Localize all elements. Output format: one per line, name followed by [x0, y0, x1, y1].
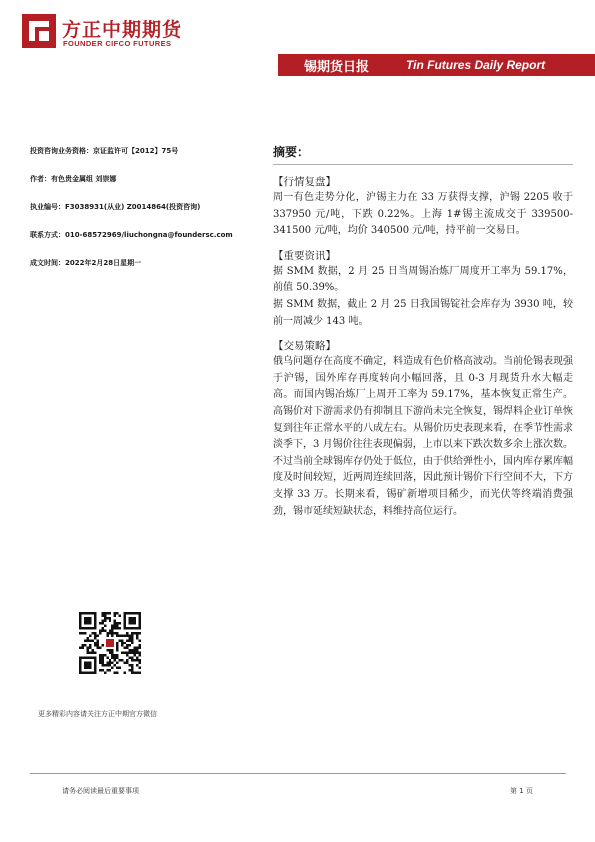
founder-logo-icon	[22, 14, 56, 48]
author-info	[30, 146, 265, 268]
footer-divider	[30, 773, 566, 774]
section-heading-market-review: 【行情复盘】	[273, 176, 336, 188]
qr-code-icon	[79, 612, 141, 674]
brand-name-cn: 方正中期期货	[62, 19, 183, 41]
section-heading-trading-strategy: 【交易策略】	[273, 340, 336, 353]
brand-name-en: FOUNDER CIFCO FUTURES	[63, 39, 172, 48]
summary-section	[273, 143, 573, 520]
summary-title: 摘要：	[273, 145, 310, 159]
report-title-cn: 锡期货日报	[304, 60, 370, 75]
report-header	[0, 0, 595, 80]
summary-divider	[273, 164, 573, 165]
qr-caption: 更多精彩内容请关注方正中期官方微信	[38, 710, 157, 718]
license-info: 投资咨询业务资格：京证监许可【2012】75号	[30, 147, 179, 155]
market-review-paragraph: 周一有色走势分化，沪锡主力在 33 万获得支撑，沪锡 2205 收于 337950 元/吨，下跌 0.22%。上海 1#锡主流成交于 339500-341500 元/吨，均价 340500 元/吨，持平前一交易日。	[273, 192, 573, 237]
certificate-number: 执业编号：F3038931(从业) Z0014864(投资咨询)	[30, 203, 201, 211]
section-heading-key-news: 【重要资讯】	[273, 249, 336, 262]
trading-strategy-paragraph: 俄乌问题存在高度不确定，料造成有色价格高波动。当前伦锡表现强于沪锡，国外库存再度转向小幅回落，且 0-3 月现货升水大幅走高。而国内锡冶炼厂上周开工率为 59.17%，基本恢复正常生产。高锡价对下游需求仍有抑制且下游尚未完全恢复，锡焊料企业订单恢复到往年正常水平的八成左右。从锡价历史表现来看，在季节性需求淡季下，3 月锡价往往表现偏弱，上市以来下跌次数多余上涨次数。不过当前全球锡库存仍处于低位，由于供给弹性小，国内库存累库幅度及时间较短，近两周连续回落，因此预计锡价下行空间不大，下方支撑 33 万。长期来看，锡矿新增项目稀少，而光伏等终端消费强劲，锡市延续短缺状态，料维持高位运行。	[273, 356, 573, 517]
contact-info[interactable]: 联系方式：010-68572969/liuchongna@foundersc.com	[30, 231, 233, 239]
page-number: 第 1 页	[510, 787, 533, 795]
publish-date: 成文时间：2022年2月28日星期一	[30, 259, 142, 267]
footer-notice: 请务必阅读最后重要事项	[62, 787, 139, 795]
key-news-paragraph-2: 据 SMM 数据，截止 2 月 25 日我国锡锭社会库存为 3930 吨，较前一周减少 143 吨。	[273, 298, 573, 327]
key-news-paragraph-1: 据 SMM 数据，2 月 25 日当周锡冶炼厂周度开工率为 59.17%，前值 50.39%。	[273, 265, 573, 294]
report-title-banner	[278, 54, 595, 76]
brand-logo	[22, 14, 242, 54]
report-title-en: Tin Futures Daily Report	[406, 58, 546, 72]
author-name: 作者：有色贵金属组 刘崇娜	[30, 175, 117, 183]
